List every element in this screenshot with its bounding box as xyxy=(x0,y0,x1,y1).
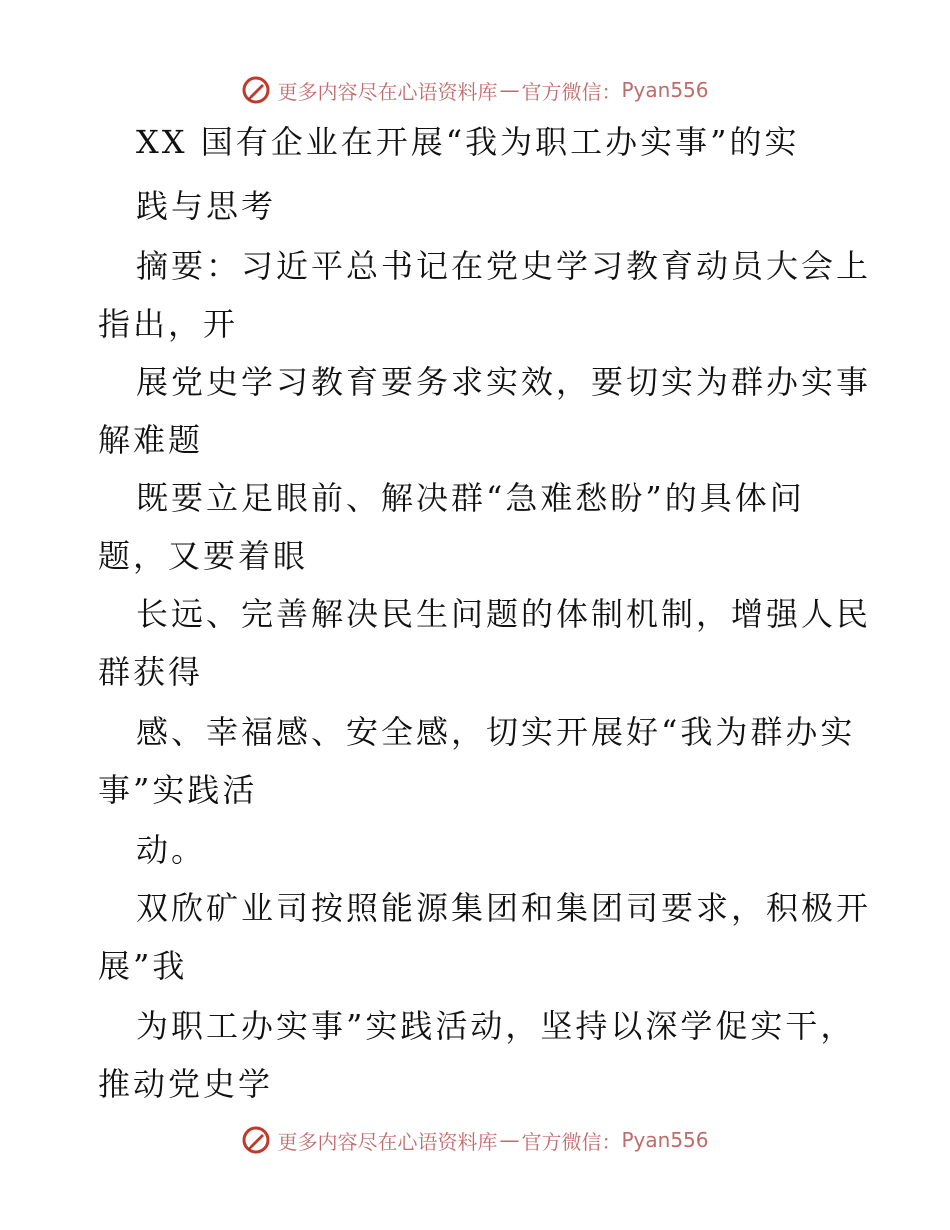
paragraph-line: 展”我 xyxy=(98,947,188,985)
watermark-separator: — xyxy=(499,1128,520,1152)
paragraph-line: 题，又要着眼 xyxy=(98,537,309,575)
paragraph-line: 展党史学习教育要务求实效，要切实为群办实事 xyxy=(136,363,872,401)
paragraph-line: 为职工办实事”实践活动，坚持以深学促实干， xyxy=(136,1007,856,1045)
paragraph-line: 既要立足眼前、解决群“急难愁盼”的具体问 xyxy=(136,479,805,517)
watermark-text: 更多内容尽在心语资料库 xyxy=(277,79,498,104)
title-line-2: 践与思考 xyxy=(136,187,277,225)
watermark-wechat-label: 官方微信： xyxy=(521,1129,622,1154)
watermark-wechat-id: Pyan556 xyxy=(621,78,709,102)
paragraph-line: 指出，开 xyxy=(98,305,239,343)
pen-logo-icon xyxy=(241,75,271,105)
paragraph-line: 长远、完善解决民生问题的体制机制，增强人民 xyxy=(136,595,872,633)
paragraph-line: 摘要：习近平总书记在党史学习教育动员大会上 xyxy=(136,247,872,285)
watermark-separator: — xyxy=(499,78,520,102)
paragraph-line: 事”实践活 xyxy=(98,771,258,809)
title-line-1: XX 国有企业在开展“我为职工办实事”的实 xyxy=(136,123,800,161)
watermark-wechat-id: Pyan556 xyxy=(621,1128,709,1152)
paragraph-line: 感、幸福感、安全感，切实开展好“我为群办实 xyxy=(136,713,856,751)
paragraph-line: 双欣矿业司按照能源集团和集团司要求，积极开 xyxy=(136,889,872,927)
pen-logo-icon xyxy=(241,1125,271,1155)
footer-watermark xyxy=(0,1120,950,1160)
paragraph-line: 群获得 xyxy=(98,653,204,691)
paragraph-line: 推动党史学 xyxy=(98,1065,274,1103)
paragraph-line: 解难题 xyxy=(98,421,204,459)
watermark-wechat-label: 官方微信： xyxy=(521,79,622,104)
watermark-text: 更多内容尽在心语资料库 xyxy=(277,1129,498,1154)
paragraph-line: 动。 xyxy=(136,831,207,869)
header-watermark xyxy=(0,70,950,110)
